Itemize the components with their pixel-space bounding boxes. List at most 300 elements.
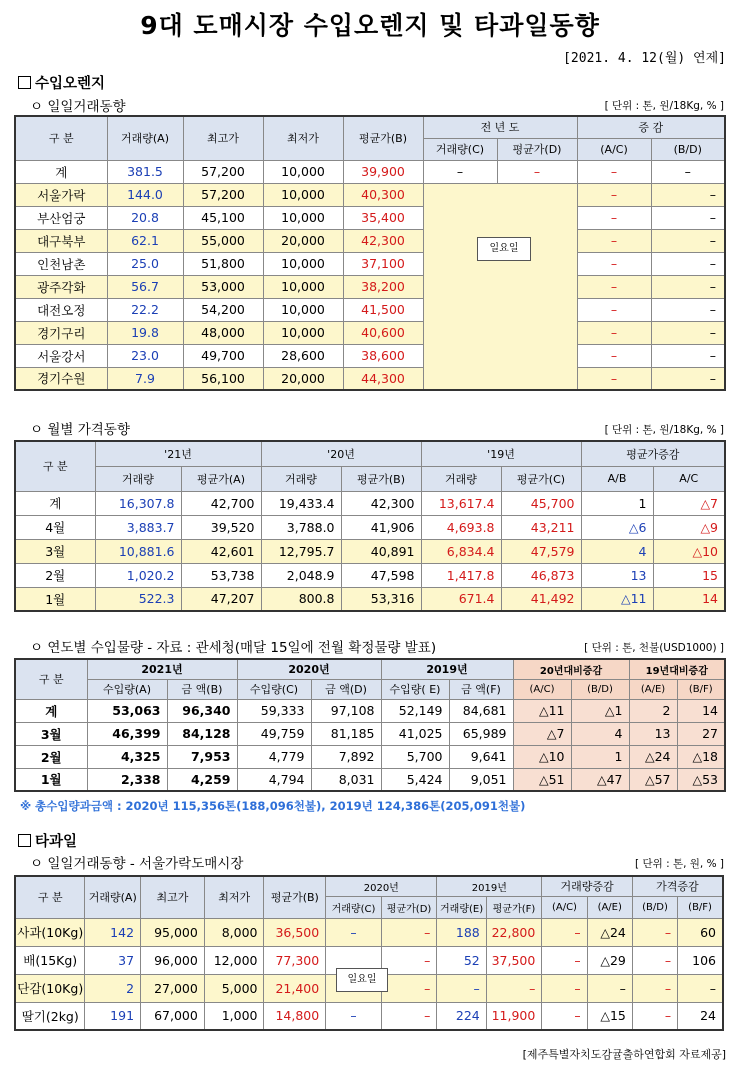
col-vol-change: 거래량증감 [542,876,633,896]
cell-ac: △51 [513,768,571,791]
footer-credit: [제주특별자치도감귤출하연합회 자료제공] [522,1048,726,1061]
cell-ac: – [577,229,651,252]
subheading-monthly: ㅇ 월별 가격동향 [30,422,130,438]
col-2020: '20년 [261,441,421,466]
cell-ac: △7 [653,491,725,515]
cell-qe: 5,700 [381,745,449,768]
cell-ac: – [542,946,587,974]
table-row [15,722,725,745]
cell-max: 48,000 [183,321,263,344]
cell-vol-21: 3,883.7 [95,515,181,539]
row-name: 경기수원 [15,367,107,390]
col-price-change: 가격증감 [632,876,723,896]
col-qa: 수입량(A) [87,679,167,699]
cell-vol-20: 2,048.9 [261,563,341,587]
section-heading-orange: 수입오렌지 [18,72,105,93]
cell-ab: 4 [581,539,653,563]
cell-avg-21: 47,207 [181,587,261,611]
table-row [15,1002,723,1030]
cell-max: 45,100 [183,206,263,229]
row-name: 딸기(2kg) [15,1002,85,1030]
cell-max: 56,100 [183,367,263,390]
row-name: 3월 [15,539,95,563]
cell-prev-avg: – [497,160,577,183]
col-amtb: 금 액(B) [167,679,237,699]
cell-bd: – [632,1002,677,1030]
cell-min: 10,000 [263,252,343,275]
cell-volume: 142 [85,918,141,946]
cell-volume: 144.0 [107,183,183,206]
cell-bf: △18 [677,745,725,768]
table-row [15,539,725,563]
cell-min: 1,000 [204,1002,264,1030]
col-2021: 2021년 [87,659,237,679]
cell-amtd: 81,185 [311,722,381,745]
cell-bf: △53 [677,768,725,791]
col-vc: 거래량(C) [326,896,382,918]
cell-avg-19: 45,700 [501,491,581,515]
cell-ac: – [577,275,651,298]
cell-bd: – [632,946,677,974]
table-row [15,918,723,946]
cell-bf: – [678,974,723,1002]
cell-avg-19: 43,211 [501,515,581,539]
col-volume: 거래량(A) [107,116,183,160]
cell-vc: – [326,1002,382,1030]
cell-volume: 56.7 [107,275,183,298]
cell-ae: △24 [587,918,632,946]
cell-ac: – [577,344,651,367]
cell-ac: – [542,1002,587,1030]
cell-avg-21: 39,520 [181,515,261,539]
col-avg: 평균가(B) [343,116,423,160]
cell-bd: 4 [571,722,629,745]
col-amtd: 금 액(D) [311,679,381,699]
col-max: 최고가 [141,876,205,918]
col-ac: (A/C) [542,896,587,918]
col-ac: (A/C) [577,138,651,160]
report-date: [2021. 4. 12(월) 연제] [563,51,726,66]
cell-ae: – [587,974,632,1002]
cell-ab: △11 [581,587,653,611]
table-row [15,768,725,791]
row-name: 1월 [15,587,95,611]
monthly-orange-table [14,440,726,612]
cell-volume: 20.8 [107,206,183,229]
cell-amtf: 65,989 [449,722,513,745]
cell-vol-21: 16,307.8 [95,491,181,515]
unit-other: [ 단위 : 톤, 원, % ] [635,858,724,870]
table-row [15,745,725,768]
cell-vol-21: 522.3 [95,587,181,611]
cell-ab: 13 [581,563,653,587]
col-bd: (B/D) [571,679,629,699]
subheading-daily: ㅇ 일일거래동향 [30,99,126,115]
cell-min: 10,000 [263,160,343,183]
col-gubun: 구 분 [15,876,85,918]
cell-ae: △29 [587,946,632,974]
cell-qe: 52,149 [381,699,449,722]
cell-max: 54,200 [183,298,263,321]
cell-qe: 41,025 [381,722,449,745]
row-name: 경기구리 [15,321,107,344]
cell-ab: 1 [581,491,653,515]
cell-ac: 15 [653,563,725,587]
cell-vol-19: 6,834.4 [421,539,501,563]
col-ae: (A/E) [629,679,677,699]
cell-avg-21: 42,700 [181,491,261,515]
holiday-label: 일요일 [477,237,531,261]
cell-avg-20: 41,906 [341,515,421,539]
cell-max: 53,000 [183,275,263,298]
col-prev-avg: 평균가(D) [497,138,577,160]
cell-ae: 2 [629,699,677,722]
unit-daily: [ 단위 : 톤, 원/18Kg, % ] [604,100,724,112]
cell-ac: 14 [653,587,725,611]
cell-vol-21: 10,881.6 [95,539,181,563]
col-ac: A/C [653,466,725,491]
cell-vol-20: 800.8 [261,587,341,611]
row-name: 사과(10Kg) [15,918,85,946]
col-ac: (A/C) [513,679,571,699]
row-name: 계 [15,160,107,183]
col-volume: 거래량(A) [85,876,141,918]
table-row [15,298,725,321]
cell-ae: △57 [629,768,677,791]
cell-bd: – [651,160,725,183]
cell-max: 57,200 [183,160,263,183]
cell-bd: – [632,974,677,1002]
row-name: 광주각화 [15,275,107,298]
checkbox-square-icon [18,76,31,89]
cell-min: 8,000 [204,918,264,946]
table-row [15,206,725,229]
col-avg-21: 평균가(A) [181,466,261,491]
table-row [15,367,725,390]
cell-min: 28,600 [263,344,343,367]
cell-volume: 25.0 [107,252,183,275]
col-2019: 2019년 [381,659,513,679]
cell-ac: △11 [513,699,571,722]
cell-avg-19: 46,873 [501,563,581,587]
row-name: 대구북부 [15,229,107,252]
cell-ad: – [381,974,437,1002]
col-2019: 2019년 [437,876,542,896]
cell-max: 95,000 [141,918,205,946]
cell-bd: – [651,206,725,229]
cell-avg-20: 42,300 [341,491,421,515]
col-af: 평균가(F) [486,896,542,918]
cell-prev-vol: – [423,160,497,183]
cell-max: 55,000 [183,229,263,252]
cell-min: 20,000 [263,367,343,390]
cell-amtf: 84,681 [449,699,513,722]
col-2021: '21년 [95,441,261,466]
col-avg-20: 평균가(B) [341,466,421,491]
cell-avg: 42,300 [343,229,423,252]
cell-min: 10,000 [263,275,343,298]
prev-year-merged-cell [423,183,577,390]
cell-avg: 38,200 [343,275,423,298]
cell-amtd: 7,892 [311,745,381,768]
row-name: 3월 [15,722,87,745]
col-avg-change: 평균가증감 [581,441,725,466]
cell-bd: – [651,344,725,367]
cell-volume: 7.9 [107,367,183,390]
cell-qa: 46,399 [87,722,167,745]
row-name: 2월 [15,563,95,587]
cell-avg-19: 47,579 [501,539,581,563]
cell-bd: – [651,229,725,252]
cell-qa: 2,338 [87,768,167,791]
row-name: 2월 [15,745,87,768]
cell-vc: – [326,918,382,946]
cell-af: 22,800 [486,918,542,946]
cell-af: 37,500 [486,946,542,974]
cell-ae: △15 [587,1002,632,1030]
row-name: 부산엄궁 [15,206,107,229]
cell-qc: 59,333 [237,699,311,722]
cell-vol-20: 19,433.4 [261,491,341,515]
cell-max: 49,700 [183,344,263,367]
col-2020: 2020년 [237,659,381,679]
row-name: 4월 [15,515,95,539]
cell-bf: 60 [678,918,723,946]
cell-avg-19: 41,492 [501,587,581,611]
cell-min: 10,000 [263,183,343,206]
table-row [15,699,725,722]
col-gubun: 구 분 [15,116,107,160]
col-2020: 2020년 [326,876,437,896]
col-min: 최저가 [263,116,343,160]
col-gubun: 구 분 [15,659,87,699]
cell-amtd: 8,031 [311,768,381,791]
cell-max: 96,000 [141,946,205,974]
col-change: 증 감 [577,116,725,138]
cell-max: 51,800 [183,252,263,275]
table-row [15,491,725,515]
cell-ac: – [577,252,651,275]
col-min: 최저가 [204,876,264,918]
cell-avg: 21,400 [264,974,326,1002]
cell-amtd: 97,108 [311,699,381,722]
table-row [15,587,725,611]
row-name: 서울가락 [15,183,107,206]
table-row [15,160,725,183]
cell-ad: – [381,1002,437,1030]
cell-bd: – [651,275,725,298]
cell-max: 27,000 [141,974,205,1002]
cell-avg-20: 47,598 [341,563,421,587]
cell-amtb: 4,259 [167,768,237,791]
col-ve: 거래량(E) [437,896,486,918]
cell-bf: 14 [677,699,725,722]
unit-yearly: [ 단위 : 톤, 천불(USD1000) ] [584,642,724,654]
cell-avg-21: 53,738 [181,563,261,587]
yearly-import-table [14,658,726,792]
cell-bd: – [651,367,725,390]
cell-avg: 35,400 [343,206,423,229]
cell-bd: 1 [571,745,629,768]
cell-bd: △47 [571,768,629,791]
daily-orange-table [14,115,726,391]
cell-amtb: 96,340 [167,699,237,722]
table-row [15,515,725,539]
cell-bd: △1 [571,699,629,722]
cell-bf: 27 [677,722,725,745]
cell-bf: 106 [678,946,723,974]
table-row [15,229,725,252]
col-amtf: 금 액(F) [449,679,513,699]
cell-ac: – [577,183,651,206]
col-bd: (B/D) [632,896,677,918]
holiday-label: 일요일 [336,968,388,992]
other-fruit-table [14,875,724,1031]
cell-qc: 49,759 [237,722,311,745]
cell-ac: – [577,321,651,344]
cell-qa: 53,063 [87,699,167,722]
cell-ac: – [577,160,651,183]
section-heading-other-fruit: 타과일 [18,830,77,851]
cell-volume: 23.0 [107,344,183,367]
row-name: 대전오정 [15,298,107,321]
cell-max: 67,000 [141,1002,205,1030]
cell-amtb: 84,128 [167,722,237,745]
cell-min: 10,000 [263,321,343,344]
table-row [15,563,725,587]
cell-min: 10,000 [263,206,343,229]
cell-ac: – [577,206,651,229]
col-max: 최고가 [183,116,263,160]
cell-af: – [486,974,542,1002]
cell-ae: 13 [629,722,677,745]
cell-bf: 24 [678,1002,723,1030]
subheading-other-daily: ㅇ 일일거래동향 - 서울가락도매시장 [30,856,244,872]
col-bf: (B/F) [677,679,725,699]
col-avg-19: 평균가(C) [501,466,581,491]
cell-ad: – [381,918,437,946]
cell-avg: 37,100 [343,252,423,275]
col-prev-year: 전 년 도 [423,116,577,138]
col-bd: (B/D) [651,138,725,160]
cell-volume: 22.2 [107,298,183,321]
cell-ve: 52 [437,946,486,974]
cell-ab: △6 [581,515,653,539]
cell-avg: 41,500 [343,298,423,321]
cell-bd: – [632,918,677,946]
cell-ac: – [542,918,587,946]
table-row [15,183,725,206]
unit-monthly: [ 단위 : 톤, 원/18Kg, % ] [604,424,724,436]
row-name: 계 [15,491,95,515]
cell-avg: 39,900 [343,160,423,183]
cell-amtb: 7,953 [167,745,237,768]
col-qc: 수입량(C) [237,679,311,699]
row-name: 계 [15,699,87,722]
row-name: 인천남촌 [15,252,107,275]
col-vol-20: 거래량 [261,466,341,491]
cell-avg: 38,600 [343,344,423,367]
col-gubun: 구 분 [15,441,95,491]
cell-ac: – [542,974,587,1002]
cell-max: 57,200 [183,183,263,206]
cell-amtf: 9,051 [449,768,513,791]
cell-avg-20: 53,316 [341,587,421,611]
cell-bd: – [651,183,725,206]
cell-ac: – [577,367,651,390]
cell-ve: 188 [437,918,486,946]
total-import-note: ※ 총수입량과금액 : 2020년 115,356톤(188,096천불), 2019년 124,386톤(205,091천불) [20,799,526,813]
cell-vol-19: 1,417.8 [421,563,501,587]
cell-amtf: 9,641 [449,745,513,768]
row-name: 1월 [15,768,87,791]
cell-volume: 62.1 [107,229,183,252]
table-row [15,252,725,275]
cell-volume: 37 [85,946,141,974]
cell-vol-19: 4,693.8 [421,515,501,539]
cell-volume: 19.8 [107,321,183,344]
cell-vol-19: 13,617.4 [421,491,501,515]
cell-bd: – [651,321,725,344]
row-name: 배(15Kg) [15,946,85,974]
col-ad: 평균가(D) [381,896,437,918]
cell-avg: 77,300 [264,946,326,974]
subheading-yearly: ㅇ 연도별 수입물량 - 자료 : 관세청(매달 15일에 전월 확정물량 발표) [30,640,437,656]
cell-ac: △10 [513,745,571,768]
cell-bd: – [651,298,725,321]
cell-volume: 191 [85,1002,141,1030]
cell-qe: 5,424 [381,768,449,791]
col-qe: 수입량( E) [381,679,449,699]
cell-ac: △10 [653,539,725,563]
col-prev-vol: 거래량(C) [423,138,497,160]
cell-min: 5,000 [204,974,264,1002]
cell-avg-20: 40,891 [341,539,421,563]
col-bf: (B/F) [678,896,723,918]
cell-qc: 4,794 [237,768,311,791]
cell-avg: 40,600 [343,321,423,344]
row-name: 서울강서 [15,344,107,367]
checkbox-square-icon [18,834,31,847]
cell-ve: – [437,974,486,1002]
col-vol-19: 거래량 [421,466,501,491]
cell-ac: △7 [513,722,571,745]
cell-ae: △24 [629,745,677,768]
cell-af: 11,900 [486,1002,542,1030]
cell-ve: 224 [437,1002,486,1030]
col-vol-21: 거래량 [95,466,181,491]
cell-ac: – [577,298,651,321]
cell-bd: – [651,252,725,275]
cell-avg-21: 42,601 [181,539,261,563]
cell-qc: 4,779 [237,745,311,768]
cell-min: 12,000 [204,946,264,974]
table-row [15,275,725,298]
col-avg: 평균가(B) [264,876,326,918]
cell-avg: 40,300 [343,183,423,206]
col-vs-2019: 19년대비증감 [629,659,725,679]
page-title: 9대 도매시장 수입오렌지 및 타과일동향 [140,11,600,40]
cell-vol-21: 1,020.2 [95,563,181,587]
cell-vol-20: 12,795.7 [261,539,341,563]
col-2019: '19년 [421,441,581,466]
row-name: 단감(10Kg) [15,974,85,1002]
col-ae: (A/E) [587,896,632,918]
cell-ac: △9 [653,515,725,539]
cell-min: 10,000 [263,298,343,321]
cell-volume: 381.5 [107,160,183,183]
cell-volume: 2 [85,974,141,1002]
